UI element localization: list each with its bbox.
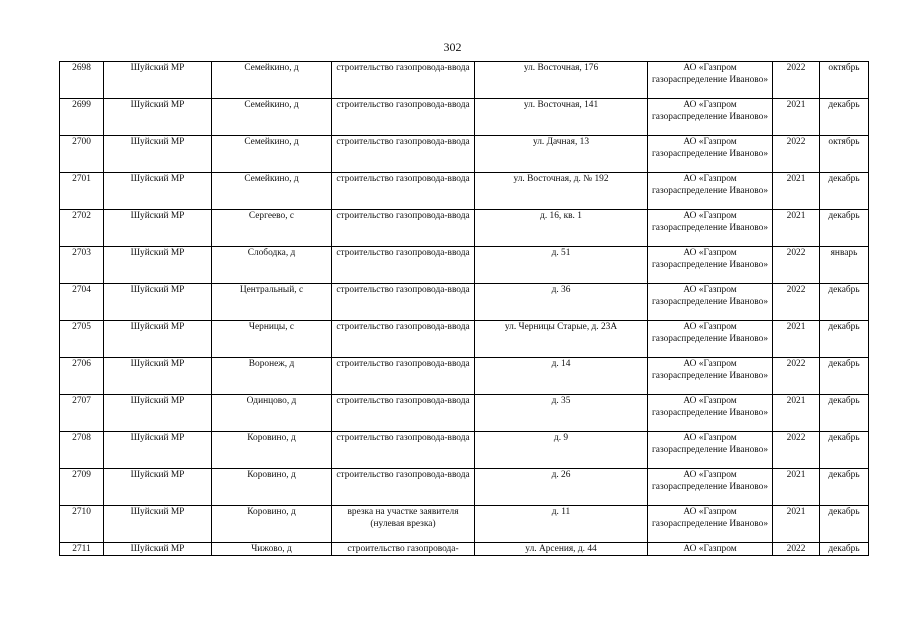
address-cell: ул. Дачная, 13 [475,136,648,173]
address-cell: д. 51 [475,247,648,284]
month-cell: январь [820,247,869,284]
district-cell: Шуйский МР [104,358,212,395]
work-type-cell: строительство газопровода-ввода [332,99,475,136]
year-cell: 2021 [773,506,820,543]
table-row [60,173,869,210]
organization-cell: АО «Газпром газораспределение Иваново» [648,321,773,358]
row-number-cell: 2703 [60,247,104,284]
month-cell: декабрь [820,284,869,321]
row-number-cell: 2707 [60,395,104,432]
row-number-cell: 2705 [60,321,104,358]
work-type-cell: строительство газопровода-ввода [332,432,475,469]
locality-cell: Коровино, д [212,469,332,506]
address-cell: ул. Арсения, д. 44 [475,543,648,556]
locality-cell: Центральный, с [212,284,332,321]
table-row [60,321,869,358]
district-cell: Шуйский МР [104,136,212,173]
organization-cell: АО «Газпром газораспределение Иваново» [648,210,773,247]
year-cell: 2022 [773,358,820,395]
table-row [60,136,869,173]
year-cell: 2022 [773,62,820,99]
organization-cell: АО «Газпром газораспределение Иваново» [648,506,773,543]
table-row [60,62,869,99]
locality-cell: Семейкино, д [212,99,332,136]
gasification-registry-table [59,61,869,556]
row-number-cell: 2706 [60,358,104,395]
table-row [60,395,869,432]
row-number-cell: 2711 [60,543,104,556]
table-row [60,543,869,556]
district-cell: Шуйский МР [104,173,212,210]
work-type-cell: строительство газопровода-ввода [332,284,475,321]
row-number-cell: 2704 [60,284,104,321]
address-cell: д. 26 [475,469,648,506]
address-cell: д. 11 [475,506,648,543]
table-row [60,99,869,136]
locality-cell: Сергеево, с [212,210,332,247]
year-cell: 2021 [773,469,820,506]
organization-cell: АО «Газпром [648,543,773,556]
work-type-cell: строительство газопровода-ввода [332,469,475,506]
organization-cell: АО «Газпром газораспределение Иваново» [648,62,773,99]
table-body [60,62,869,556]
month-cell: декабрь [820,432,869,469]
work-type-cell: строительство газопровода-ввода [332,247,475,284]
locality-cell: Семейкино, д [212,173,332,210]
district-cell: Шуйский МР [104,432,212,469]
organization-cell: АО «Газпром газораспределение Иваново» [648,99,773,136]
table-row [60,210,869,247]
month-cell: декабрь [820,173,869,210]
address-cell: ул. Восточная, 141 [475,99,648,136]
year-cell: 2021 [773,210,820,247]
row-number-cell: 2702 [60,210,104,247]
table-row [60,432,869,469]
row-number-cell: 2710 [60,506,104,543]
work-type-cell: строительство газопровода-ввода [332,136,475,173]
organization-cell: АО «Газпром газораспределение Иваново» [648,432,773,469]
year-cell: 2022 [773,247,820,284]
year-cell: 2021 [773,395,820,432]
work-type-cell: строительство газопровода-ввода [332,210,475,247]
locality-cell: Слободка, д [212,247,332,284]
district-cell: Шуйский МР [104,506,212,543]
table-row [60,506,869,543]
month-cell: декабрь [820,210,869,247]
work-type-cell: врезка на участке заявителя (нулевая врезка) [332,506,475,543]
table-row [60,469,869,506]
month-cell: декабрь [820,99,869,136]
address-cell: д. 36 [475,284,648,321]
row-number-cell: 2700 [60,136,104,173]
locality-cell: Семейкино, д [212,136,332,173]
month-cell: декабрь [820,395,869,432]
year-cell: 2022 [773,136,820,173]
locality-cell: Чижово, д [212,543,332,556]
year-cell: 2022 [773,284,820,321]
month-cell: декабрь [820,321,869,358]
work-type-cell: строительство газопровода-ввода [332,395,475,432]
district-cell: Шуйский МР [104,284,212,321]
district-cell: Шуйский МР [104,469,212,506]
month-cell: декабрь [820,506,869,543]
work-type-cell: строительство газопровода-ввода [332,173,475,210]
year-cell: 2022 [773,543,820,556]
district-cell: Шуйский МР [104,395,212,432]
district-cell: Шуйский МР [104,210,212,247]
year-cell: 2022 [773,432,820,469]
page-number: 302 [443,40,462,54]
organization-cell: АО «Газпром газораспределение Иваново» [648,247,773,284]
month-cell: декабрь [820,358,869,395]
address-cell: ул. Черницы Старые, д. 23А [475,321,648,358]
row-number-cell: 2699 [60,99,104,136]
district-cell: Шуйский МР [104,99,212,136]
row-number-cell: 2701 [60,173,104,210]
locality-cell: Коровино, д [212,432,332,469]
locality-cell: Одинцово, д [212,395,332,432]
row-number-cell: 2709 [60,469,104,506]
locality-cell: Черницы, с [212,321,332,358]
locality-cell: Воронеж, д [212,358,332,395]
table-row [60,284,869,321]
work-type-cell: строительство газопровода-ввода [332,358,475,395]
district-cell: Шуйский МР [104,247,212,284]
address-cell: д. 9 [475,432,648,469]
month-cell: декабрь [820,543,869,556]
address-cell: ул. Восточная, 176 [475,62,648,99]
address-cell: д. 35 [475,395,648,432]
organization-cell: АО «Газпром газораспределение Иваново» [648,469,773,506]
district-cell: Шуйский МР [104,543,212,556]
row-number-cell: 2708 [60,432,104,469]
address-cell: ул. Восточная, д. № 192 [475,173,648,210]
table-row [60,358,869,395]
work-type-cell: строительство газопровода-ввода [332,62,475,99]
organization-cell: АО «Газпром газораспределение Иваново» [648,284,773,321]
organization-cell: АО «Газпром газораспределение Иваново» [648,136,773,173]
organization-cell: АО «Газпром газораспределение Иваново» [648,358,773,395]
address-cell: д. 14 [475,358,648,395]
locality-cell: Коровино, д [212,506,332,543]
year-cell: 2021 [773,99,820,136]
address-cell: д. 16, кв. 1 [475,210,648,247]
month-cell: октябрь [820,136,869,173]
organization-cell: АО «Газпром газораспределение Иваново» [648,173,773,210]
district-cell: Шуйский МР [104,62,212,99]
organization-cell: АО «Газпром газораспределение Иваново» [648,395,773,432]
month-cell: декабрь [820,469,869,506]
work-type-cell: строительство газопровода-ввода [332,321,475,358]
row-number-cell: 2698 [60,62,104,99]
table-row [60,247,869,284]
work-type-cell: строительство газопровода- [332,543,475,556]
year-cell: 2021 [773,321,820,358]
month-cell: октябрь [820,62,869,99]
district-cell: Шуйский МР [104,321,212,358]
locality-cell: Семейкино, д [212,62,332,99]
year-cell: 2021 [773,173,820,210]
